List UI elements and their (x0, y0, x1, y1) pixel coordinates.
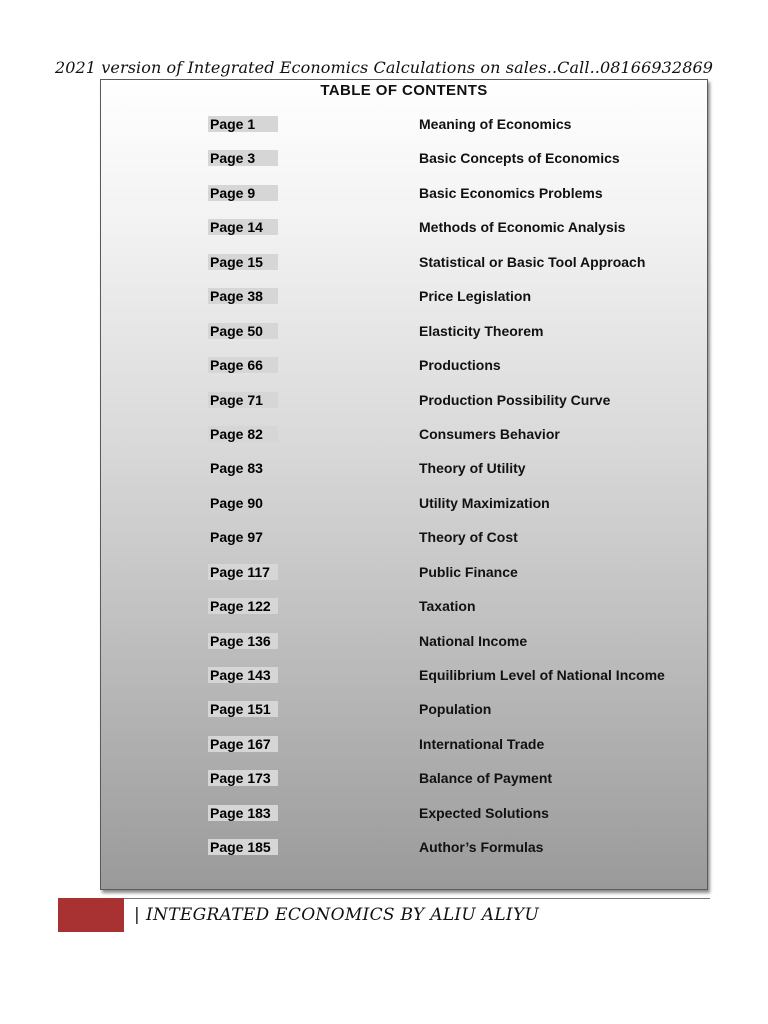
footer-title (134, 905, 539, 925)
toc-entry (101, 114, 707, 148)
table-of-contents (100, 79, 708, 890)
toc-topic: Theory of Cost (419, 529, 518, 546)
toc-entry (101, 803, 707, 837)
toc-topic: Basic Concepts of Economics (419, 150, 620, 167)
toc-page-number: Page 71 (208, 392, 278, 408)
toc-entry (101, 355, 707, 389)
toc-entry (101, 631, 707, 665)
toc-page-number: Page 3 (208, 150, 278, 166)
toc-topic: Statistical or Basic Tool Approach (419, 253, 646, 270)
toc-page-number: Page 183 (208, 805, 278, 821)
toc-topic: Elasticity Theorem (419, 322, 544, 339)
toc-topic: Equilibrium Level of National Income (419, 667, 665, 683)
toc-entry (101, 665, 707, 699)
toc-entry (101, 734, 707, 768)
toc-list (101, 114, 707, 872)
toc-page-number: Page 66 (208, 357, 278, 373)
toc-page-number: Page 143 (208, 667, 278, 683)
toc-entry (101, 390, 707, 424)
toc-entry (101, 458, 707, 492)
toc-page-number: Page 82 (208, 426, 278, 442)
toc-page-number: Page 167 (208, 736, 278, 752)
toc-topic: Meaning of Economics (419, 116, 572, 132)
toc-page-number: Page 9 (208, 185, 278, 201)
toc-page-number: Page 83 (210, 460, 263, 477)
toc-page-number: Page 136 (208, 633, 278, 649)
toc-topic: Price Legislation (419, 288, 532, 305)
toc-topic: International Trade (419, 735, 545, 752)
toc-entry (101, 837, 707, 871)
toc-topic: Methods of Economic Analysis (419, 219, 626, 236)
toc-entry (101, 493, 707, 527)
toc-page-number: Page 97 (210, 529, 263, 546)
header-text: 2021 version of Integrated Economics Calculations on sales..Call..08166932869 (54, 58, 714, 77)
toc-page-number: Page 90 (210, 494, 263, 511)
footer-book-title: INTEGRATED ECONOMICS BY ALIU ALIYU (146, 905, 540, 925)
toc-topic: Public Finance (419, 563, 518, 580)
toc-topic: Author’s Formulas (419, 839, 544, 856)
toc-topic: Balance of Payment (419, 770, 553, 787)
toc-topic: Productions (419, 357, 501, 374)
toc-page-number: Page 122 (208, 598, 278, 614)
toc-entry (101, 252, 707, 286)
toc-topic: National Income (419, 632, 528, 649)
toc-entry (101, 424, 707, 458)
toc-entry (101, 596, 707, 630)
toc-topic: Basic Economics Problems (419, 184, 603, 201)
toc-page-number: Page 50 (208, 323, 278, 339)
footer-divider (124, 898, 710, 899)
footer-separator: | (134, 905, 141, 925)
toc-topic: Production Possibility Curve (419, 391, 611, 408)
toc-entry (101, 286, 707, 320)
toc-page-number: Page 185 (208, 839, 278, 855)
toc-page-number: Page 173 (208, 770, 278, 786)
toc-page-number: Page 1 (208, 116, 278, 132)
toc-entry (101, 527, 707, 561)
toc-entry (101, 217, 707, 251)
toc-entry (101, 321, 707, 355)
toc-topic: Population (419, 701, 492, 718)
toc-title: TABLE OF CONTENTS (320, 82, 488, 99)
toc-page-number: Page 117 (208, 564, 278, 580)
toc-entry (101, 768, 707, 802)
toc-topic: Utility Maximization (419, 494, 550, 511)
toc-topic: Theory of Utility (419, 460, 526, 477)
toc-entry (101, 183, 707, 217)
toc-topic: Taxation (419, 598, 476, 615)
toc-entry (101, 562, 707, 596)
toc-page-number: Page 15 (208, 254, 278, 270)
toc-page-number: Page 14 (208, 219, 278, 235)
footer-accent-bar (58, 898, 124, 932)
toc-topic: Consumers Behavior (419, 425, 560, 442)
toc-entry (101, 699, 707, 733)
toc-entry (101, 148, 707, 182)
toc-topic: Expected Solutions (419, 804, 549, 821)
toc-page-number: Page 151 (208, 701, 278, 717)
toc-page-number: Page 38 (208, 288, 278, 304)
